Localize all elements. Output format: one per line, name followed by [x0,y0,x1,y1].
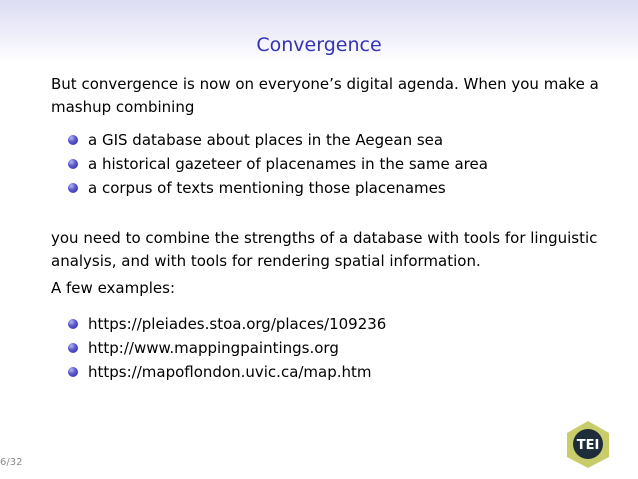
list-item-text: a GIS database about places in the Aegean sea [88,131,444,149]
examples-list [68,312,386,384]
list-item-text: a historical gazeteer of placenames in the same area [88,155,488,173]
list-item [68,128,488,152]
intro-paragraph: But convergence is now on everyone’s digital agenda. When you make a mashup combining [51,75,599,116]
list-item [68,152,488,176]
bullet-icon [68,159,78,169]
tei-logo-icon [564,419,612,469]
bullet-icon [68,135,78,145]
list-item-text: a corpus of texts mentioning those placenames [88,179,446,197]
bullet-icon [68,183,78,193]
list-item [68,176,488,200]
bullet-icon [68,343,78,353]
list-item [68,312,386,336]
list-item [68,360,386,384]
example-link[interactable]: https://pleiades.stoa.org/places/109236 [88,315,387,333]
conclusion-paragraph: you need to combine the strengths of a database with tools for linguistic analysis, and with tools for rendering spatial information. [51,229,598,270]
bullet-icon [68,367,78,377]
slide-title: Convergence [256,34,382,56]
combining-list [68,128,488,200]
example-link[interactable]: https://mapoflondon.uvic.ca/map.htm [88,363,372,381]
example-link[interactable]: http://www.mappingpaintings.org [88,339,339,357]
list-item [68,336,386,360]
bullet-icon [68,319,78,329]
examples-heading: A few examples: [51,279,176,297]
logo-text: TEI [576,438,600,453]
page-number: 6/32 [0,457,23,468]
